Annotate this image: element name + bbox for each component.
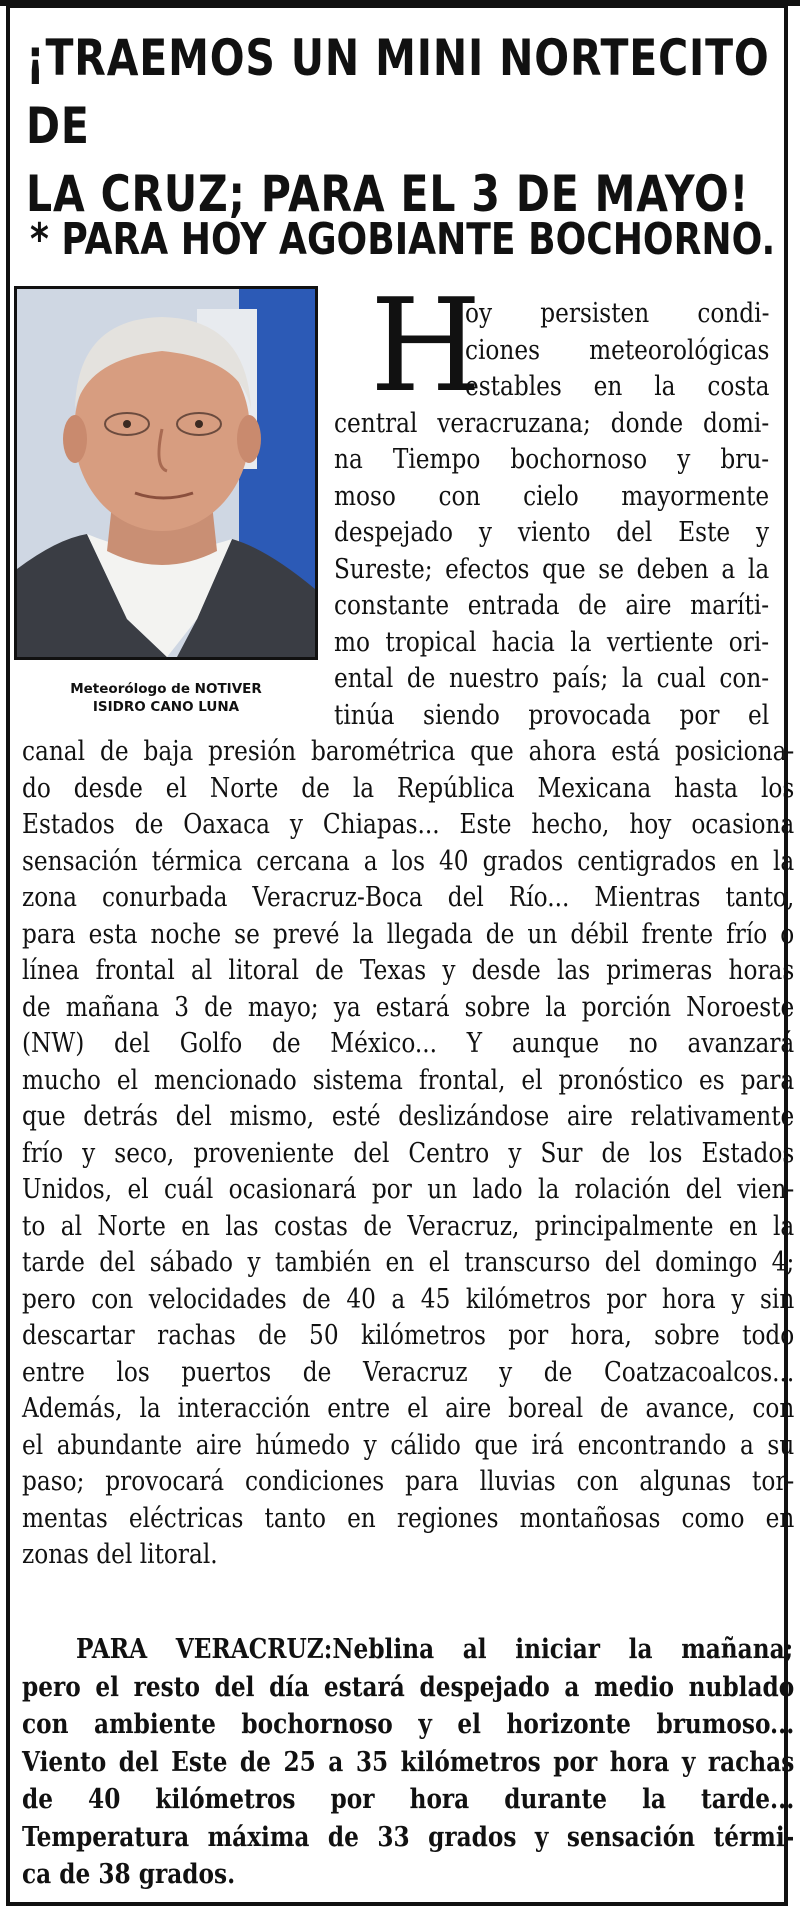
article-line: de mañana 3 de mayo; ya estará sobre la porción Noroeste — [22, 991, 795, 1023]
photo-caption — [14, 680, 318, 716]
article-line: frío y seco, proveniente del Centro y Sur de los Estados — [22, 1137, 795, 1169]
article-line: canal de baja presión barométrica que ahora está posiciona- — [22, 736, 795, 767]
article-line: mentas eléctricas tanto en regiones montañosas como en — [22, 1502, 795, 1534]
forecast-line: pero el resto del día estará despejado a medio nublado — [22, 1671, 795, 1703]
headline-line-1: ¡TRAEMOS UN MINI NORTECITO DE — [26, 29, 770, 155]
article-line: pero con velocidades de 40 a 45 kilómetros por hora y sin — [22, 1283, 795, 1315]
article-line: línea frontal al litoral de Texas y desde las primeras horas — [22, 955, 795, 986]
article-line: descartar rachas de 50 kilómetros por hora, sobre todo — [22, 1320, 795, 1351]
forecast-line: ca de 38 grados. — [22, 1859, 236, 1890]
article-line: ental de nuestro país; la cual con- — [334, 663, 770, 694]
forecast-line: PARA VERACRUZ:Neblina al iniciar la mañana; — [76, 1634, 794, 1665]
article-line: zona conurbada Veracruz-Boca del Río... Mientras tanto, — [22, 882, 795, 913]
headline-line-2: LA CRUZ; PARA EL 3 DE MAYO! — [26, 165, 750, 223]
subheadline: * PARA HOY AGOBIANTE BOCHORNO. — [30, 214, 776, 265]
article-line: estables en la costa — [465, 371, 770, 402]
article-line: entre los puertos de Veracruz y de Coatzacoalcos... — [22, 1356, 795, 1388]
article-line: mo tropical hacia la vertiente ori- — [334, 626, 770, 658]
article-line: para esta noche se prevé la llegada de un débil frente frío o — [22, 918, 795, 950]
article-line: Unidos, el cuál ocasionará por un lado la rolación del vien- — [22, 1174, 795, 1205]
article-line: oy persisten condi- — [465, 298, 770, 329]
portrait-illustration — [17, 289, 315, 657]
drop-cap: H — [370, 272, 482, 421]
article-line: que detrás del mismo, esté deslizándose aire relativamente — [22, 1101, 795, 1132]
meteorologist-photo — [14, 286, 318, 660]
headline — [26, 24, 778, 228]
article-line: to al Norte en las costas de Veracruz, principalmente en la — [22, 1210, 795, 1242]
article-line: moso con cielo mayormente — [334, 480, 770, 512]
article-line: ciones meteorológicas — [465, 334, 770, 366]
article-line: zonas del litoral. — [22, 1539, 218, 1570]
article-line: central veracruzana; donde domi- — [334, 407, 770, 439]
article-line: tinúa siendo provocada por el — [334, 699, 770, 731]
forecast-line: Viento del Este de 25 a 35 kilómetros por hora y rachas — [22, 1746, 795, 1778]
article-line: tarde del sábado y también en el transcurso del domingo 4; — [22, 1247, 795, 1278]
article-line: Estados de Oaxaca y Chiapas... Este hecho, hoy ocasiona — [22, 809, 795, 840]
caption-line-2: ISIDRO CANO LUNA — [92, 699, 240, 715]
article-line: Además, la interacción entre el aire boreal de avance, con — [22, 1393, 795, 1424]
article-line: despejado y viento del Este y — [334, 517, 770, 548]
forecast-line: con ambiente bochornoso y el horizonte brumoso... — [22, 1709, 795, 1740]
article-line: (NW) del Golfo de México... Y aunque no avanzará — [22, 1028, 795, 1059]
forecast-line: de 40 kilómetros por hora durante la tarde... — [22, 1784, 795, 1815]
caption-line-1: Meteorólogo de NOTIVER — [70, 681, 262, 697]
article-line: paso; provocará condiciones para lluvias con algunas tor- — [22, 1466, 795, 1497]
article-line: sensación térmica cercana a los 40 grados centigrados en la — [22, 845, 795, 877]
article-line: Sureste; efectos que se deben a la — [334, 553, 770, 585]
article-line: constante entrada de aire maríti- — [334, 590, 770, 621]
article-line: na Tiempo bochornoso y bru- — [334, 444, 770, 475]
forecast-line: Temperatura máxima de 33 grados y sensación térmi- — [22, 1821, 795, 1853]
article-line: do desde el Norte de la República Mexicana hasta los — [22, 772, 795, 804]
article-line: el abundante aire húmedo y cálido que irá encontrando a su — [22, 1429, 795, 1461]
article-line: mucho el mencionado sistema frontal, el pronóstico es para — [22, 1064, 795, 1096]
